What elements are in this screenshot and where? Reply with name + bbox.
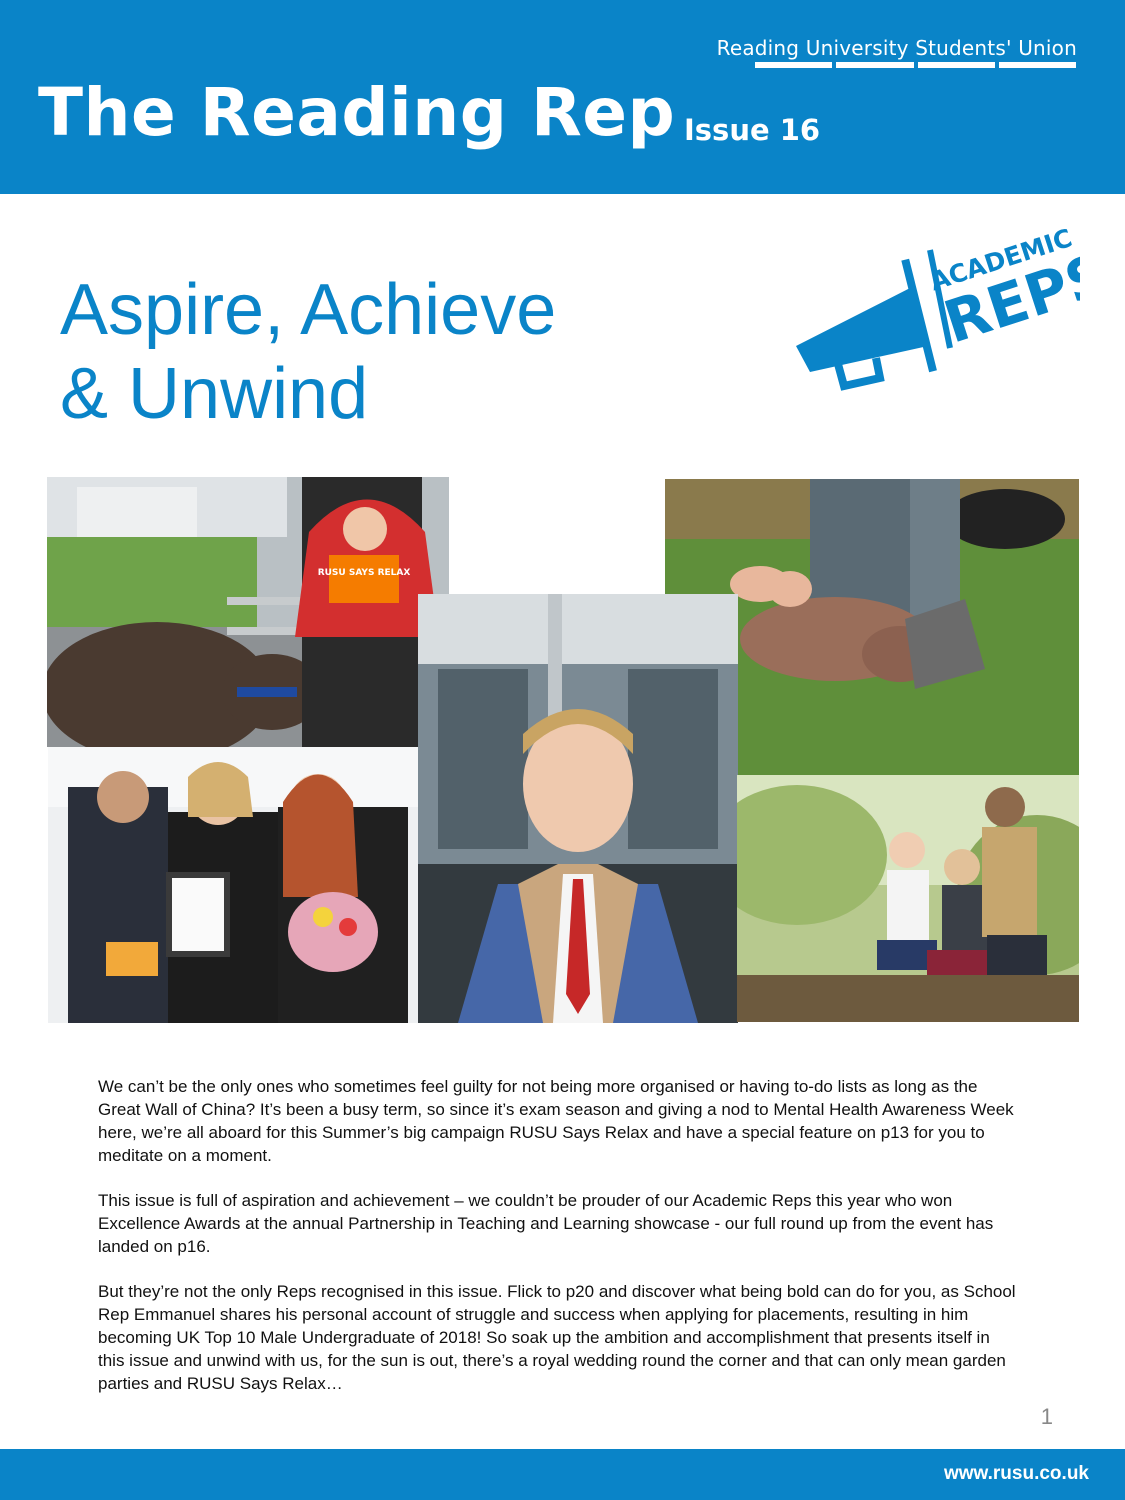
- masthead-title: The Reading Rep: [38, 74, 676, 151]
- logo-word-academic: ACADEMIC: [926, 223, 1076, 297]
- logo-word-reps: REPS: [936, 239, 1080, 357]
- union-name: Reading University Students' Union: [716, 36, 1077, 60]
- hoodie-text: RUSU SAYS RELAX: [317, 568, 411, 578]
- headline-line-2: & Unwind: [60, 354, 369, 434]
- footer-bar: [0, 1449, 1125, 1500]
- intro-text: [98, 1075, 1018, 1417]
- intro-paragraph-1: We can’t be the only ones who sometimes feel guilty for not being more organised or having to-do lists as long as the Great Wall of China? It’s been a busy term, so since it’s exam season and giving a nod to Mental Health Awareness Week here, we’re all aboard for this Summer’s big campaign RUSU Says Relax and have a special feature on p13 for you to meditate on a moment.: [98, 1077, 1014, 1165]
- website-link[interactable]: www.rusu.co.uk: [944, 1463, 1089, 1484]
- intro-paragraph-2: This issue is full of aspiration and achievement – we couldn’t be prouder of our Academic Reps this year who won Excellence Awards at the annual Partnership in Teaching and Learning showcase - our full round up from the event has landed on p16.: [98, 1191, 994, 1256]
- headline-line-1: Aspire, Achieve: [60, 270, 557, 350]
- photo-awards-winners: [48, 747, 420, 1023]
- intro-paragraph-3: But they’re not the only Reps recognised in this issue. Flick to p20 and discover what being bold can do for you, as School Rep Emmanuel shares his personal account of struggle and success when applying for placements, resulting in him becoming UK Top 10 Male Undergraduate of 2018! So soak up the ambition and accomplishment that presents itself in this issue and unwind with us, for the sun is out, there’s a royal wedding round the corner and that can only mean garden parties and RUSU Says Relax…: [98, 1282, 1016, 1393]
- photo-students-relaxing: [737, 775, 1079, 1022]
- issue-number: Issue 16: [684, 113, 821, 147]
- page-number: 1: [1040, 1404, 1053, 1429]
- header-banner: [0, 0, 1125, 194]
- headline: [60, 268, 556, 436]
- academic-reps-logo: [790, 218, 1080, 393]
- union-name-underline: [755, 62, 1076, 68]
- photo-donkey-student: [47, 477, 449, 747]
- photo-school-rep-suit: [418, 594, 738, 1023]
